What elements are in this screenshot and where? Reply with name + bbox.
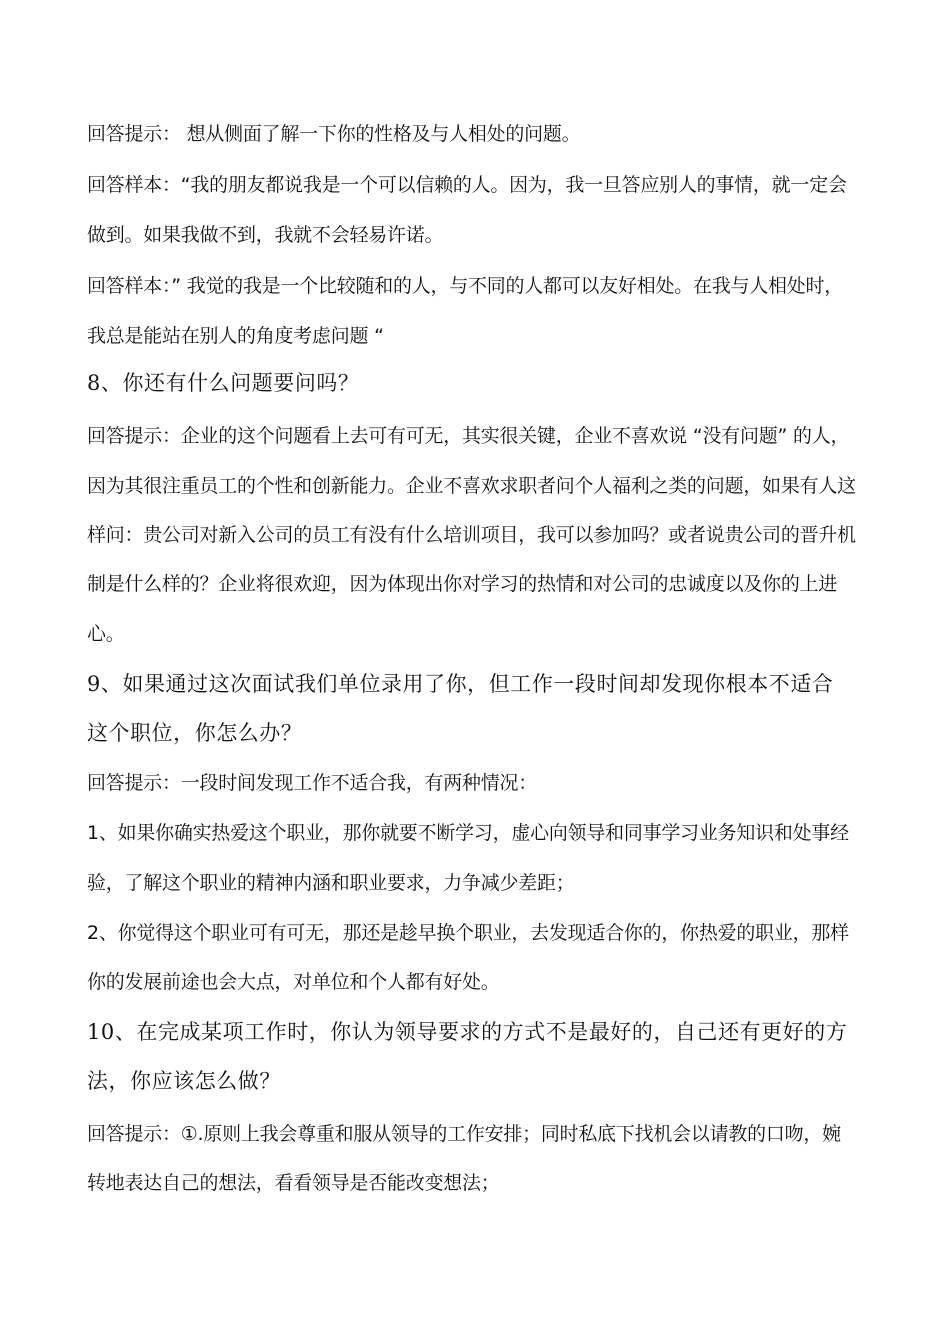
answer-sample-line: 做到。如果我做不到，我就不会轻易许诺。 [87, 224, 444, 246]
list-item: 验，了解这个职业的精神内涵和职业要求，力争减少差距； [87, 872, 575, 894]
list-item: 2、你觉得这个职业可有可无，那还是趁早换个职业，去发现适合你的，你热爱的职业，那样 [87, 922, 849, 944]
answer-hint-line: 心。 [87, 623, 125, 645]
question-heading: 9、如果通过这次面试我们单位录用了你，但工作一段时间却发现你根本不适合 [87, 672, 834, 696]
answer-hint-line: 转地表达自己的想法，看看领导是否能改变想法； [87, 1172, 500, 1194]
question-heading: 8、你还有什么问题要问吗？ [87, 371, 360, 395]
question-heading: 法，你应该怎么做？ [87, 1069, 281, 1093]
list-item: 1、如果你确实热爱这个职业，那你就要不断学习，虚心向领导和同事学习业务知识和处事经 [87, 822, 849, 844]
answer-hint-line: 回答提示：企业的这个问题看上去可有可无，其实很关键，企业不喜欢说 “没有问题” 的人， [87, 425, 850, 447]
answer-sample-line: 回答样本：” 我觉的我是一个比较随和的人，与不同的人都可以友好相处。在我与人相处时， [87, 275, 844, 297]
list-item: 你的发展前途也会大点，对单位和个人都有好处。 [87, 971, 500, 993]
answer-hint-line: 样问：贵公司对新入公司的员工有没有什么培训项目，我可以参加吗？或者说贵公司的晋升机 [87, 524, 856, 546]
answer-sample-line: 回答样本：“我的朋友都说我是一个可以信赖的人。因为，我一旦答应别人的事情，就一定会 [87, 174, 847, 196]
question-heading: 10、在完成某项工作时，你认为领导要求的方式不是最好的，自己还有更好的方 [87, 1020, 848, 1044]
answer-hint-line: 回答提示：①.原则上我会尊重和服从领导的工作安排；同时私底下找机会以请教的口吻，婉 [87, 1123, 841, 1145]
answer-sample-line: 我总是能站在别人的角度考虑问题 “ [87, 325, 384, 347]
answer-hint-line: 回答提示： 想从侧面了解一下你的性格及与人相处的问题。 [87, 123, 581, 145]
answer-hint-line: 因为其很注重员工的个性和创新能力。企业不喜欢求职者问个人福利之类的问题，如果有人这 [87, 475, 856, 497]
answer-hint-line: 回答提示：一段时间发现工作不适合我，有两种情况： [87, 772, 538, 794]
question-heading: 这个职位，你怎么办？ [87, 721, 303, 745]
answer-hint-line: 制是什么样的？企业将很欢迎，因为体现出你对学习的热情和对公司的忠诚度以及你的上进 [87, 573, 838, 595]
